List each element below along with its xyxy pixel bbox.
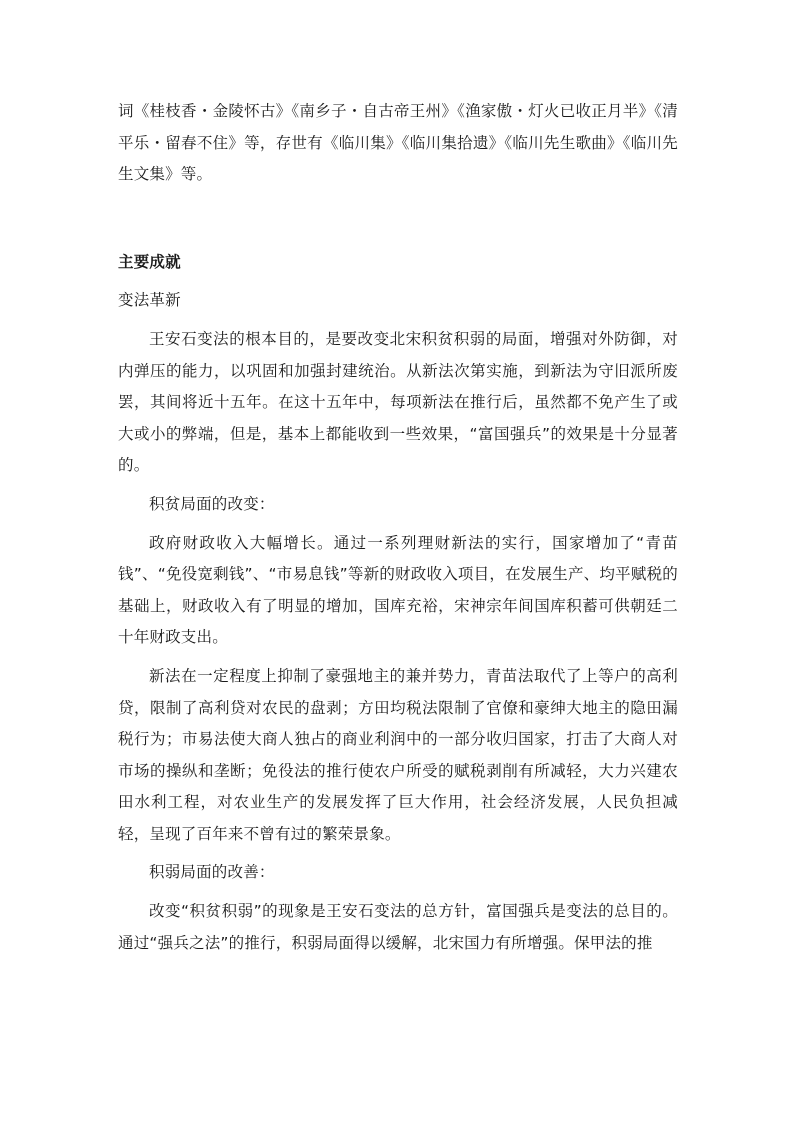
spacer bbox=[118, 521, 678, 528]
subheading-weakness: 积弱局面的改善： bbox=[149, 863, 275, 882]
body-paragraph: 改变“积贫积弱”的现象是王安石变法的总方针，富国强兵是变法的总目的。通过“强兵之法”的推行，积弱局面得以缓解，北宋国力有所增强。保甲法的推 bbox=[118, 902, 678, 952]
body-paragraph: 王安石变法的根本目的，是要改变北宋积贫积弱的局面，增强对外防御，对内弹压的能力，以巩固和加强封建统治。从新法次第实施，到新法为守旧派所废罢，其间将近十五年。在这十五年中，每项新法在推行后，虽然都不免产生了或大或小的弊端，但是，基本上都能收到一些效果，“富国强兵”的效果是十分显著的。 bbox=[118, 329, 678, 475]
section-heading: 主要成就 bbox=[118, 252, 181, 271]
spacer bbox=[118, 482, 678, 489]
works-paragraph: 词《桂枝香・金陵怀古》《南乡子・自古帝王州》《渔家傲・灯火已收正月半》《清平乐・留春不住》等，存世有《临川集》《临川集拾遗》《临川先生歌曲》《临川先生文集》等。 bbox=[118, 102, 678, 184]
subsection-heading: 变法革新 bbox=[118, 291, 181, 310]
spacer bbox=[118, 889, 678, 896]
spacer bbox=[118, 850, 678, 857]
subheading-poverty: 积贫局面的改变： bbox=[149, 494, 275, 513]
body-paragraph: 政府财政收入大幅增长。通过一系列理财新法的实行，国家增加了“青苗钱”、“免役宽剩钱”、“市易息钱”等新的财政收入项目，在发展生产、均平赋税的基础上，财政收入有了明显的增加，国库充裕，宋神宗年间国库积蓄可供朝廷二十年财政支出。 bbox=[118, 533, 678, 647]
spacer bbox=[118, 317, 678, 324]
body-paragraph: 新法在一定程度上抑制了豪强地主的兼并势力，青苗法取代了上等户的高利贷，限制了高利贷对农民的盘剥；方田均税法限制了官僚和豪绅大地主的隐田漏税行为；市易法使大商人独占的商业利润中的一部分收归国家，打击了大商人对市场的操纵和垄断；免役法的推行使农户所受的赋税剥削有所减轻，大力兴建农田水利工程，对农业生产的发展发挥了巨大作用，社会经济发展，人民负担减轻，呈现了百年来不曾有过的繁荣景象。 bbox=[118, 666, 678, 843]
section-spacer bbox=[118, 191, 678, 247]
spacer bbox=[118, 278, 678, 285]
page-content bbox=[118, 96, 678, 959]
spacer bbox=[118, 654, 678, 661]
